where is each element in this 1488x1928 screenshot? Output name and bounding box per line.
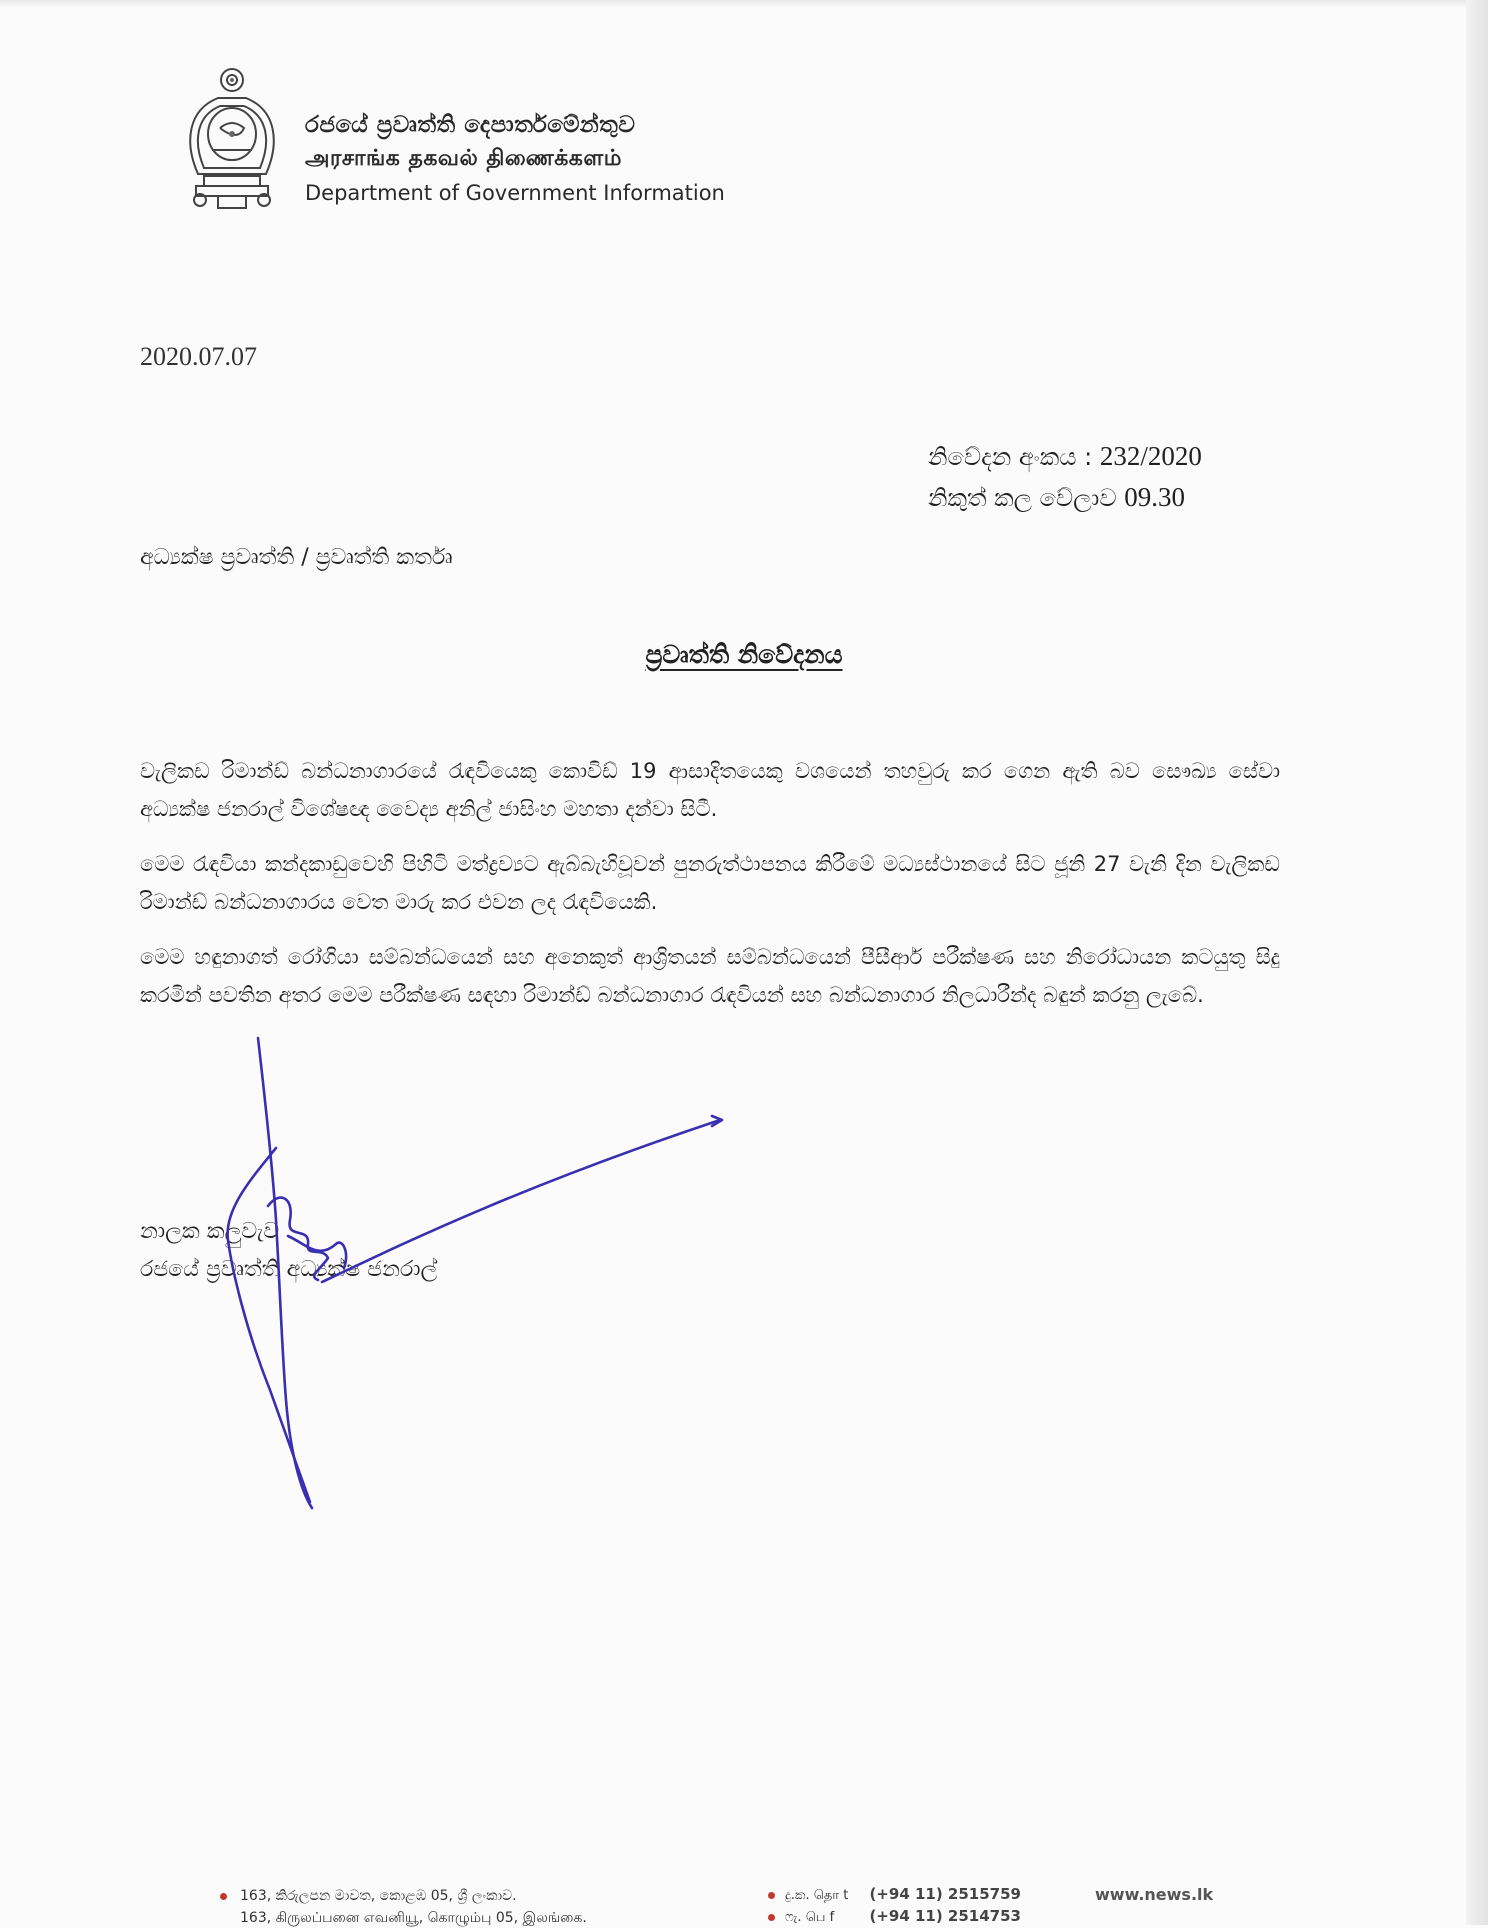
signer-designation: රජයේ ප්‍රවෘත්ති අධ්‍යක්ෂ ජනරාල්	[140, 1257, 438, 1282]
footer	[0, 1880, 1466, 1925]
addressee: අධ්‍යක්ෂ ප්‍රවෘත්ති / ප්‍රවෘත්ති කර්තෘ	[140, 545, 453, 570]
footer-telephone	[785, 1885, 1021, 1904]
national-emblem-logo	[178, 62, 286, 212]
release-number-label: නිවේදන අංකය :	[928, 443, 1093, 471]
document-title: ප්‍රවෘත්ති නිවේදනය	[645, 640, 843, 669]
letterhead-tamil: அரசாங்க தகவல் திணைக்களம்	[305, 146, 622, 171]
footer-fax	[785, 1907, 1021, 1926]
bullet-icon	[768, 1892, 775, 1899]
fax-label: ෆැ. பெ f	[785, 1910, 835, 1925]
bullet-icon	[768, 1914, 775, 1921]
telephone-label: දු.ක. தொ t	[785, 1888, 849, 1903]
release-number-line	[928, 436, 1202, 477]
footer-address-sinhala: 163, කිරුලපන මාවත, කොළඹ 05, ශ්‍රී ලංකාව.	[240, 1888, 517, 1904]
footer-website: www.news.lk	[1095, 1885, 1214, 1904]
telephone-value: (+94 11) 2515759	[869, 1885, 1021, 1903]
fax-value: (+94 11) 2514753	[869, 1907, 1021, 1925]
letterhead	[305, 108, 725, 210]
letterhead-sinhala: රජයේ ප්‍රවෘත්ති දෙපාර්තමේන්තුව	[305, 112, 636, 138]
release-time-label: නිකුත් කල වේලාව	[928, 484, 1117, 512]
scan-shadow	[0, 0, 1466, 8]
paragraph: මෙම රැඳවියා කන්දකාඩුවෙහි පිහිටි මත්ද්‍රව්‍යට ඇබ්බැහිවූවන් පුනරුත්ථාපනය කිරීමේ මධ්‍යස්ථානයේ සිට ජූනි 27 වැනි දින වැලිකඩ රිමාන්ඩ් බන්ධනාගාරය වෙත මාරු කර එවන ලද රැඳවියෙකි.	[140, 852, 1280, 914]
signer-name: නාලක කලුවැව	[140, 1219, 280, 1244]
release-number-value: 232/2020	[1099, 441, 1202, 471]
letterhead-english: Department of Government Information	[305, 181, 725, 205]
page-edge	[1466, 0, 1488, 1925]
issue-date: 2020.07.07	[140, 342, 257, 371]
paragraph: වැලිකඩ රිමාන්ඩ් බන්ධනාගාරයේ රැඳවියෙකු කොවිඩ් 19 ආසාදිතයෙකු වශයෙන් තහවුරු කර ගෙන ඇති බව සෞඛ්‍ය සේවා අධ්‍යක්ෂ ජනරාල් විශේෂඥ වෛද්‍ය අනිල් ජාසිංහ මහතා දන්වා සිටී.	[140, 759, 1280, 821]
reference-block	[928, 436, 1202, 518]
paragraph: මෙම හඳුනාගත් රෝගියා සම්බන්ධයෙන් සහ අනෙකුත් ආශ්‍රිතයන් සම්බන්ධයෙන් පීසීආර් පරීක්ෂණ සහ නිරෝධායන කටයුතු සිදු කරමින් පවතින අතර මෙම පරීක්ෂණ සඳහා රිමාන්ඩ් බන්ධනාගාර රැඳවියන් සහ බන්ධනාගාර නිලධාරීන්ද බඳුන් කරනු ලැබේ.	[140, 945, 1280, 1007]
body-text	[140, 752, 1280, 1031]
footer-address-tamil: 163, கிருலப்பனை எவனியூ, கொழும்பு 05, இலங்கை.	[240, 1910, 587, 1926]
bullet-icon	[220, 1893, 227, 1900]
handwritten-signature	[210, 1030, 730, 1520]
release-time-value: 09.30	[1124, 482, 1185, 512]
release-time-line	[928, 477, 1202, 518]
